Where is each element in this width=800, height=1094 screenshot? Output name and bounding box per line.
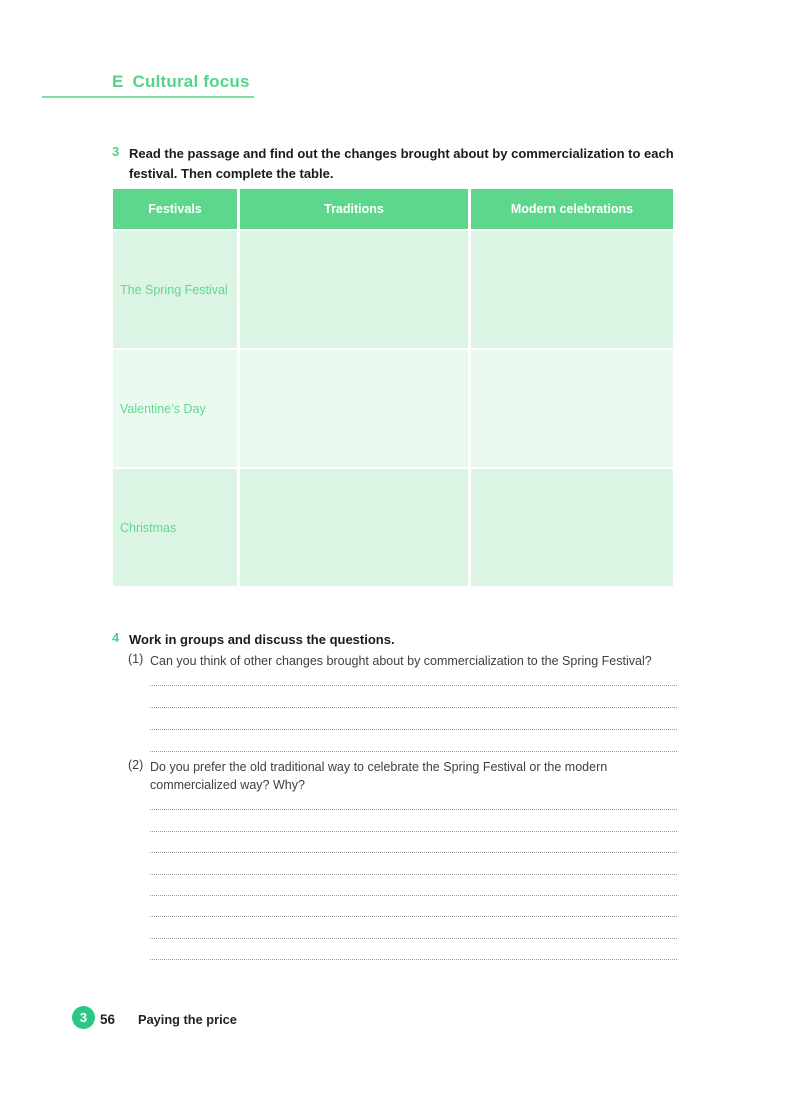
answer-line — [150, 853, 677, 874]
question-1-answer-lines — [150, 664, 677, 752]
cell-spring-festival-label: The Spring Festival — [113, 231, 237, 348]
answer-line — [150, 875, 677, 896]
section-title-text: Cultural focus — [132, 72, 250, 91]
cell-christmas-modern — [471, 469, 673, 586]
answer-line — [150, 730, 677, 752]
section-title — [112, 72, 254, 92]
task3-number: 3 — [112, 144, 120, 159]
column-header-traditions: Traditions — [240, 189, 468, 229]
answer-line — [150, 664, 677, 686]
question-2-answer-lines — [150, 789, 677, 960]
column-header-modern-celebrations: Modern celebrations — [471, 189, 673, 229]
answer-line — [150, 896, 677, 917]
unit-number-badge: 3 — [72, 1006, 95, 1029]
question-1-text: Can you think of other changes brought about by commercialization to the Spring Festival? — [150, 654, 652, 668]
question-1-label: (1) — [128, 652, 144, 666]
cell-valentines-day-modern — [471, 350, 673, 467]
answer-line — [150, 939, 677, 960]
footer-unit-title: Paying the price — [138, 1012, 237, 1027]
cell-christmas-label: Christmas — [113, 469, 237, 586]
page-number: 56 — [100, 1012, 116, 1027]
question-2-text: Do you prefer the old traditional way to celebrate the Spring Festival or the modern commercialized way? Why? — [150, 760, 608, 792]
task4-number: 4 — [112, 630, 120, 645]
cell-spring-festival-modern — [471, 231, 673, 348]
answer-line — [150, 917, 677, 938]
answer-line — [150, 708, 677, 730]
cell-christmas-traditions — [240, 469, 468, 586]
cell-valentines-day-traditions — [240, 350, 468, 467]
section-header — [42, 72, 254, 98]
task3-instruction: Read the passage and find out the changes brought about by commercialization to each festival. Then complete the table. — [129, 146, 674, 181]
festival-table — [113, 189, 673, 586]
answer-line — [150, 810, 677, 831]
cell-spring-festival-traditions — [240, 231, 468, 348]
page-footer — [100, 1012, 237, 1027]
cell-valentines-day-label: Valentine’s Day — [113, 350, 237, 467]
task4-instruction: Work in groups and discuss the questions. — [129, 632, 395, 647]
answer-line — [150, 789, 677, 810]
answer-line — [150, 832, 677, 853]
answer-line — [150, 686, 677, 708]
column-header-festivals: Festivals — [113, 189, 237, 229]
section-letter: E — [112, 72, 124, 91]
question-2-label: (2) — [128, 758, 144, 772]
